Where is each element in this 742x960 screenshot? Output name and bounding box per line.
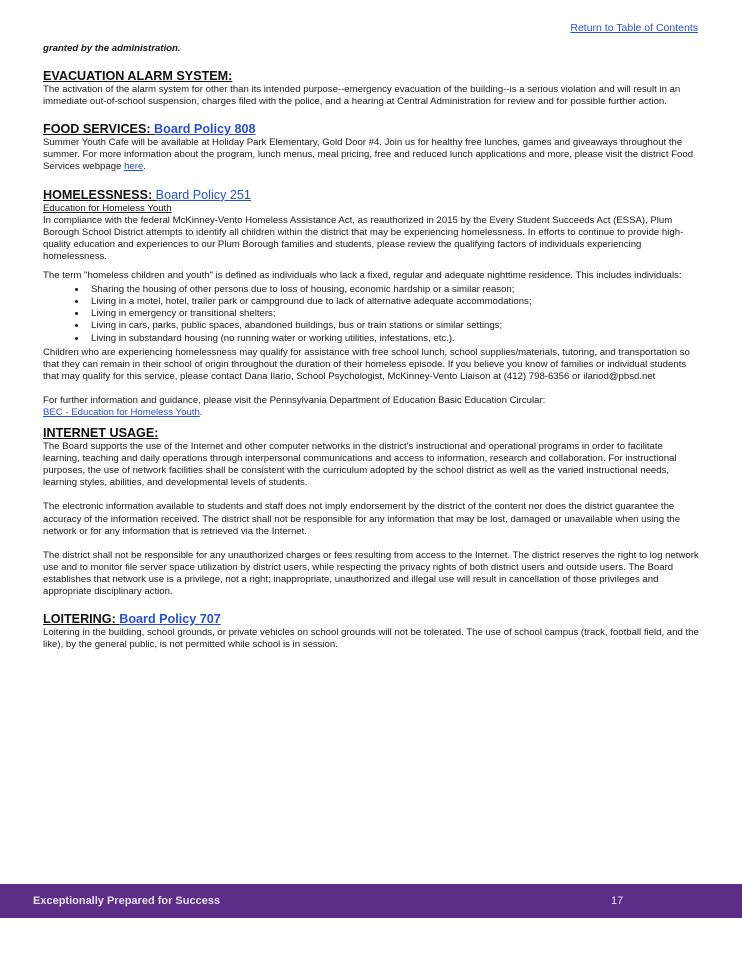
food-heading (43, 122, 699, 137)
homeless-p1: In compliance with the federal McKinney-Vento Homeless Assistance Act, as reauthorized in 2015 by the Every Student Succeeds Act (ESSA), Plum Borough School District attempts to identify all children within the district that may be experiencing homelessness. In efforts to continue to provide high-quality education and experiences to our Plum Borough families and students, please review the qualifying factors of individuals experiencing homelessness. (43, 214, 684, 262)
homeless-p3: Children who are experiencing homelessness may qualify for assistance with free school lunch, school supplies/materials, tutoring, and transportation so that they can remain in their school of origin throughout the duration of their homeless episode. If you believe you know of families or individual students that may qualify for this service, please contact Dana Ilario, School Psychologist, McKinney-Vento Liaison at (412) 798-6356 or ilariod@pbsd.net (43, 346, 690, 382)
homeless-heading (43, 188, 699, 203)
return-to-toc-link[interactable]: Return to Table of Contents (570, 22, 698, 34)
homeless-p4-end: . (199, 406, 203, 418)
evacuation-body: The activation of the alarm system for other than its intended purpose--emergency evacuation of the building--is a serious violation and will result in an immediate out-of-school suspension, charges filed with the police, and a hearing at Central Administration for review and for possible further action. (43, 84, 681, 108)
food-section (43, 122, 699, 173)
internet-heading: INTERNET USAGE: (43, 426, 159, 441)
internet-section (43, 426, 699, 598)
internet-p2: The electronic information available to students and staff does not imply endorsement by the district of the content nor does the district guarantee the accuracy of the information received. The district shall not be responsible for any information that may be lost, damaged or unavailable when using the network or for any information that is retrieved via the Internet. (43, 501, 681, 537)
list-item: • Living in cars, parks, public spaces, abandoned buildings, bus or train stations or similar settings; (87, 320, 699, 332)
page-number: 17 (611, 895, 624, 907)
homeless-policy-link[interactable]: Board Policy 251 (155, 187, 251, 202)
loitering-section (43, 612, 699, 651)
list-item: • Living in emergency or transitional shelters; (87, 308, 699, 320)
homeless-heading-text: HOMELESSNESS: (43, 187, 153, 202)
food-policy-link[interactable]: Board Policy 808 (154, 122, 256, 137)
loitering-heading (43, 612, 699, 627)
loitering-policy-link[interactable]: Board Policy 707 (119, 612, 221, 627)
internet-p1: The Board supports the use of the Internet and other computer networks in the district's instructional and operational programs in order to facilitate learning, teaching and daily operations through interpersonal communications and access to information, research and collaboration. For instructional purposes, the use of network facilities shall be consistent with the curriculum adopted by the school district as well as the varied instructional needs, learning styles, abilities, and developmental levels of students. (43, 441, 677, 489)
food-here-link[interactable]: here (124, 161, 144, 173)
loitering-body: Loitering in the building, school grounds, or private vehicles on school grounds will not be tolerated. The use of school campus (track, football field, and the like), by the general public, is not permitted while school is in session. (43, 627, 699, 651)
page-content (43, 43, 699, 651)
list-item: • Living in a motel, hotel, trailer park or campground due to lack of alternative adequate accommodations; (87, 296, 699, 308)
homeless-section (43, 188, 699, 420)
food-heading-text: FOOD SERVICES: (43, 122, 151, 137)
homeless-subheading: Education for Homeless Youth (43, 202, 172, 214)
loitering-heading-text: LOITERING: (43, 612, 116, 627)
footer-slogan: Exceptionally Prepared for Success (33, 895, 221, 907)
intro-fragment: granted by the administration. (43, 43, 181, 54)
internet-p3: The district shall not be responsible for any unauthorized charges or fees resulting from access to the Internet. The district reserves the right to log network use and to monitor file server space utilization by district users, while respecting the privacy rights of both district users and outside users. The Board establishes that network use is a privilege, not a right; inappropriate, unauthorized and illegal use will result in cancellation of those privileges and appropriate disciplinary action. (43, 549, 699, 597)
list-item: • Living in substandard housing (no running water or working utilities, infestations, etc.). (87, 333, 699, 345)
homeless-p2: The term "homeless children and youth" is defined as individuals who lack a fixed, regular and adequate nighttime residence. This includes individuals: (43, 270, 682, 282)
evacuation-section (43, 69, 699, 108)
bec-homeless-link[interactable]: BEC - Education for Homeless Youth (43, 406, 200, 418)
homeless-p4-text: For further information and guidance, please visit the Pennsylvania Department of Education Basic Education Circular: (43, 394, 546, 406)
food-body-end: . (143, 161, 146, 173)
list-item: • Sharing the housing of other persons due to loss of housing, economic hardship or a similar reason; (87, 284, 699, 296)
evacuation-heading: EVACUATION ALARM SYSTEM: (43, 69, 233, 84)
homeless-bullet-list (43, 284, 699, 344)
homeless-p4 (43, 395, 699, 419)
footer-bar (0, 884, 742, 918)
food-body (43, 137, 699, 173)
food-body-text: Summer Youth Cafe will be available at Holiday Park Elementary, Gold Door #4. Join us for healthy free lunches, games and giveaways throughout the summer. For more information about the program, lunch menus, meal pricing, free and reduced lunch applications and more, please visit the district Food Services webpage (43, 137, 694, 173)
